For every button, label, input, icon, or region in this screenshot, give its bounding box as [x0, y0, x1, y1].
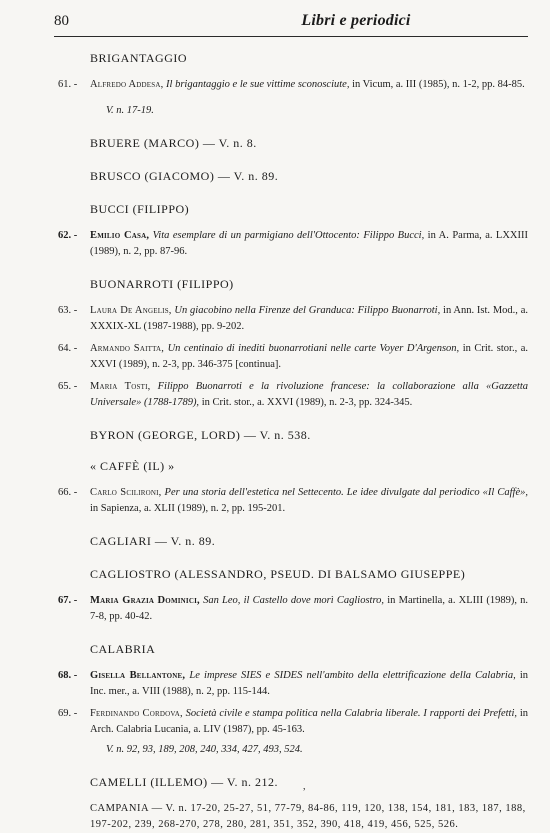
entry-citation: in Crit. stor., a. XXVI (1989), n. 2-3, pp. 324-345. — [201, 397, 413, 408]
bibliography-entry — [58, 77, 528, 93]
subject-heading: BUONARROTI (FILIPPO) — [90, 277, 234, 291]
entry-number: 67. - — [58, 595, 78, 606]
bibliography-entry — [58, 593, 528, 625]
entry-title: Le imprese SIES e SIDES nell'ambito della elettrificazione della Calabria, — [189, 670, 516, 681]
subject-heading: CAMPANIA — V. n. 17-20, 25-27, 51, 77-79, 84-86, 119, 120, 138, 154, 181, 183, 187, 188, 197-202, 239, 268-270, 278, 280, 281, 351, 352, 390, 418, 419, 456, 525, 526. — [90, 803, 526, 830]
entry-citation: in Crit. stor., a. XXVI (1989), n. 2-3, pp. 346-375 [continua]. — [90, 343, 529, 370]
entry-author: Laura De Angelis, — [90, 305, 172, 316]
entry-number: 65. - — [58, 381, 78, 392]
entry-title: Vita esemplare di un parmigiano dell'Ottocento: Filippo Bucci, — [152, 230, 425, 241]
cross-reference: V. n. 17-19. — [106, 105, 154, 116]
subject-heading: BRIGANTAGGIO — [90, 51, 188, 65]
page-header — [54, 10, 528, 37]
running-title: Libri e periodici — [301, 12, 411, 29]
subject-heading: CAGLIARI — V. n. 89. — [90, 534, 216, 548]
entry-author: Alfredo Addesa, — [90, 79, 164, 90]
entry-title: Un centinaio di inediti buonarrotiani nelle carte Voyer D'Argenson, — [167, 343, 460, 354]
entry-number: 62. - — [58, 230, 78, 241]
subject-heading: BUCCI (FILIPPO) — [90, 202, 190, 216]
entry-number: 63. - — [58, 305, 78, 316]
entry-author: Ferdinando Cordova, — [90, 708, 183, 719]
entry-author: Gisella Bellantone, — [90, 670, 186, 681]
entry-citation: in Vicum, a. III (1985), n. 1-2, pp. 84-85. — [352, 79, 525, 90]
entry-title: Un giacobino nella Firenze del Granduca: Filippo Buonarroti, — [174, 305, 441, 316]
entry-citation: in Arch. Calabria Lucania, a. LIV (1987), pp. 45-163. — [90, 708, 529, 735]
entry-title: Filippo Buonarroti e la rivoluzione francese: la collaborazione alla «Gazzetta Universale» (1788-1789), — [90, 381, 528, 408]
entry-number: 64. - — [58, 343, 78, 354]
entry-citation: in A. Parma, a. LXXIII (1989), n. 2, pp. 87-96. — [90, 230, 528, 257]
print-mark: , — [303, 781, 306, 792]
bibliography-entry — [58, 228, 528, 260]
page-number: 80 — [54, 13, 69, 29]
bibliography-entry — [58, 303, 528, 335]
entry-author: Maria Grazia Dominici, — [90, 595, 200, 606]
cross-reference: V. n. 92, 93, 189, 208, 240, 334, 427, 493, 524. — [106, 744, 303, 755]
subject-heading: BRUERE (MARCO) — V. n. 8. — [90, 136, 257, 150]
entry-number: 68. - — [58, 670, 78, 681]
subject-heading: CALABRIA — [90, 642, 156, 656]
entry-author: Maria Tosti, — [90, 381, 151, 392]
subject-heading: « CAFFÈ (IL) » — [90, 459, 175, 473]
subject-heading: BRUSCO (GIACOMO) — V. n. 89. — [90, 169, 279, 183]
entry-citation: in Inc. mer., a. VIII (1988), n. 2, pp. 115-144. — [90, 670, 529, 697]
entry-citation: in Ann. Ist. Mod., a. XXXIX-XL (1987-1988), pp. 9-202. — [90, 305, 529, 332]
bibliography-entry — [58, 485, 528, 517]
entry-author: Carlo Scilironi, — [90, 487, 162, 498]
entry-title: San Leo, il Castello dove morì Cagliostro, — [203, 595, 385, 606]
entry-title: Società civile e stampa politica nella Calabria liberale. I rapporti dei Prefetti, — [185, 708, 517, 719]
entry-number: 66. - — [58, 487, 78, 498]
subject-heading: CAMELLI (ILLEMO) — V. n. 212. — [90, 775, 279, 789]
index-content — [58, 50, 528, 833]
subject-heading: CAGLIOSTRO (ALESSANDRO, PSEUD. DI BALSAMO GIUSEPPE) — [90, 567, 466, 581]
bibliography-entry — [58, 341, 528, 373]
entry-number: 61. - — [58, 79, 78, 90]
bibliography-entry — [58, 379, 528, 411]
entry-citation: in Sapienza, a. XLII (1989), n. 2, pp. 195-201. — [90, 503, 286, 514]
subject-heading: BYRON (GEORGE, LORD) — V. n. 538. — [90, 428, 311, 442]
entry-citation: in Martinella, a. XLIII (1989), n. 7-8, pp. 40-42. — [90, 595, 529, 622]
entry-author: Armando Saitta, — [90, 343, 165, 354]
entry-author: Emilio Casa, — [90, 230, 150, 241]
entry-title: Il brigantaggio e le sue vittime sconosciute, — [166, 79, 350, 90]
bibliography-entry — [58, 706, 528, 738]
bibliography-entry — [58, 668, 528, 700]
entry-title: Per una storia dell'estetica nel Settecento. Le idee divulgate dal periodico «Il Caffè», — [164, 487, 528, 498]
entry-number: 69. - — [58, 708, 78, 719]
